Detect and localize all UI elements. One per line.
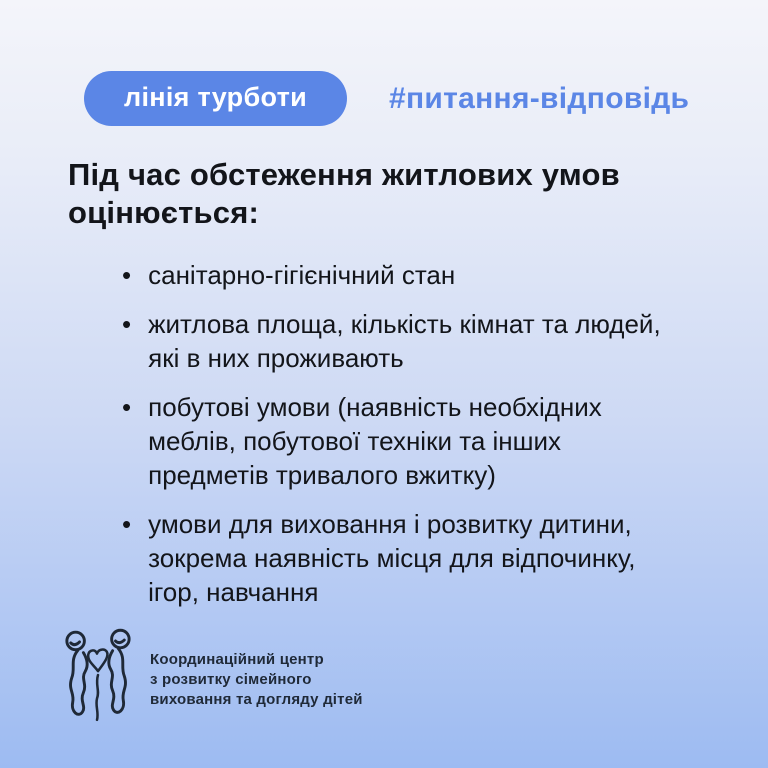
list-item bbox=[122, 307, 678, 375]
list-item-text: санітарно-гігієнічний стан bbox=[148, 260, 456, 290]
bullet-marker: • bbox=[122, 509, 132, 539]
family-heart-logo-icon bbox=[62, 628, 134, 724]
organization-name-line: Координаційний центр bbox=[150, 651, 324, 668]
organization-name-line: з розвитку сімейного bbox=[150, 670, 312, 688]
organization-name-line: виховання та догляду дітей bbox=[150, 690, 363, 708]
list-item-text: побутові умови (наявність необхідних меблів, побутової техніки та інших предметів тривалого вжитку) bbox=[148, 392, 602, 490]
bullet-marker: • bbox=[122, 392, 132, 422]
organization-name bbox=[150, 650, 363, 709]
list-item-text: умови для виховання і розвитку дитини, зокрема наявність місця для відпочинку, ігор, навчання bbox=[148, 509, 636, 607]
header bbox=[84, 71, 689, 126]
footer bbox=[62, 628, 363, 724]
list-item-text: житлова площа, кількість кімнат та людей, які в них проживають bbox=[148, 309, 661, 373]
bullet-marker: • bbox=[122, 260, 132, 290]
hashtag-label: #питання-відповідь bbox=[389, 81, 690, 115]
list-item bbox=[122, 507, 678, 609]
bullet-marker: • bbox=[122, 309, 132, 339]
care-line-badge: лінія турботи bbox=[84, 71, 347, 126]
list-item bbox=[122, 258, 678, 292]
list-item bbox=[122, 390, 678, 492]
criteria-list bbox=[122, 258, 678, 624]
page-title: Під час обстеження житлових умов оцінюється: bbox=[68, 157, 620, 231]
